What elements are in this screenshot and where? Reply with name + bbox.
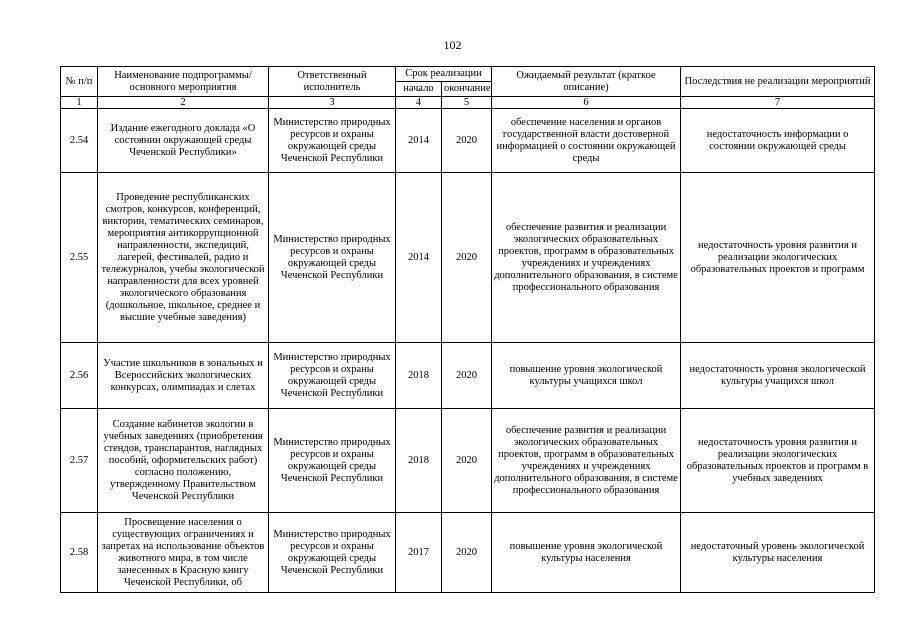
end-year: 2020 <box>442 513 492 593</box>
header-end: окончание <box>442 82 492 97</box>
executor: Министерство природных ресурсов и охраны окружающей среды Чеченской Республики <box>269 513 396 593</box>
expected-result: обеспечение развития и реализации экологических образовательных проектов, программ в образовательных учреждениях и учреждениях дополнительного образования, в системе профессионального образования <box>492 409 681 513</box>
header-start: начало <box>396 82 442 97</box>
expected-result: повышение уровня экологической культуры населения <box>492 513 681 593</box>
executor: Министерство природных ресурсов и охраны окружающей среды Чеченской Республики <box>269 343 396 409</box>
page-number: 102 <box>443 38 462 52</box>
executor: Министерство природных ресурсов и охраны окружающей среды Чеченской Республики <box>269 173 396 343</box>
expected-result: повышение уровня экологической культуры учащихся школ <box>492 343 681 409</box>
header-consequences: Последствия не реализации мероприятий <box>681 67 875 97</box>
consequences: недостаточность информации о состоянии окружающей среды <box>681 109 875 173</box>
table-row <box>61 513 875 593</box>
column-number: 4 <box>396 97 442 109</box>
header-num: № п/п <box>61 67 98 97</box>
start-year: 2018 <box>396 343 442 409</box>
column-number-row <box>61 97 875 109</box>
start-year: 2018 <box>396 409 442 513</box>
table-row <box>61 109 875 173</box>
end-year: 2020 <box>442 109 492 173</box>
measure-name: Проведение республиканских смотров, конкурсов, конференций, викторин, тематических семинаров, мероприятия антикоррупционной направленности, экспедиций, лагерей, фестивалей, радио и тележурналов, учебы экологической направленности для всех уровней экологического образования (дошкольное, школьное, среднее и высшие учебные заведения) <box>98 173 269 343</box>
column-number: 6 <box>492 97 681 109</box>
row-number: 2.57 <box>61 409 98 513</box>
measures-table <box>60 66 875 593</box>
measure-name: Участие школьников в зональных и Всероссийских экологических конкурсах, олимпиадах и слетах <box>98 343 269 409</box>
column-number: 5 <box>442 97 492 109</box>
expected-result: обеспечение развития и реализации экологических образовательных проектов, программ в образовательных учреждениях и учреждениях дополнительного образования, в системе профессионального образования <box>492 173 681 343</box>
row-number: 2.54 <box>61 109 98 173</box>
consequences: недостаточность уровня экологической культуры учащихся школ <box>681 343 875 409</box>
row-number: 2.58 <box>61 513 98 593</box>
row-number: 2.55 <box>61 173 98 343</box>
header-period: Срок реализации <box>396 67 492 82</box>
consequences: недостаточность уровня развития и реализации экологических образовательных проектов и программ <box>681 173 875 343</box>
table-row <box>61 343 875 409</box>
measure-name: Издание ежегодного доклада «О состоянии окружающей среды Чеченской Республики» <box>98 109 269 173</box>
column-number: 1 <box>61 97 98 109</box>
executor: Министерство природных ресурсов и охраны окружающей среды Чеченской Республики <box>269 409 396 513</box>
row-number: 2.56 <box>61 343 98 409</box>
measure-name: Просвещение населения о существующих ограничениях и запретах на использование объектов животного мира, в том числе занесенных в Красную книгу Чеченской Республики, об <box>98 513 269 593</box>
start-year: 2017 <box>396 513 442 593</box>
column-number: 3 <box>269 97 396 109</box>
end-year: 2020 <box>442 409 492 513</box>
consequences: недостаточность уровня развития и реализации экологических образовательных проектов и программ в учебных заведениях <box>681 409 875 513</box>
column-number: 7 <box>681 97 875 109</box>
table-row <box>61 173 875 343</box>
header-name: Наименование подпрограммы/ основного мероприятия <box>98 67 269 97</box>
executor: Министерство природных ресурсов и охраны окружающей среды Чеченской Республики <box>269 109 396 173</box>
start-year: 2014 <box>396 109 442 173</box>
header-executor: Ответственный исполнитель <box>269 67 396 97</box>
end-year: 2020 <box>442 343 492 409</box>
expected-result: обеспечение населения и органов государственной власти достоверной информацией о состоянии окружающей среды <box>492 109 681 173</box>
header-result: Ожидаемый результат (краткое описание) <box>492 67 681 97</box>
consequences: недостаточный уровень экологической культуры населения <box>681 513 875 593</box>
start-year: 2014 <box>396 173 442 343</box>
table-row <box>61 409 875 513</box>
column-number: 2 <box>98 97 269 109</box>
end-year: 2020 <box>442 173 492 343</box>
measure-name: Создание кабинетов экологии в учебных заведениях (приобретения стендов, транспарантов, наглядных пособий, оформительских работ) согласно положению, утвержденному Правительством Чеченской Республики <box>98 409 269 513</box>
